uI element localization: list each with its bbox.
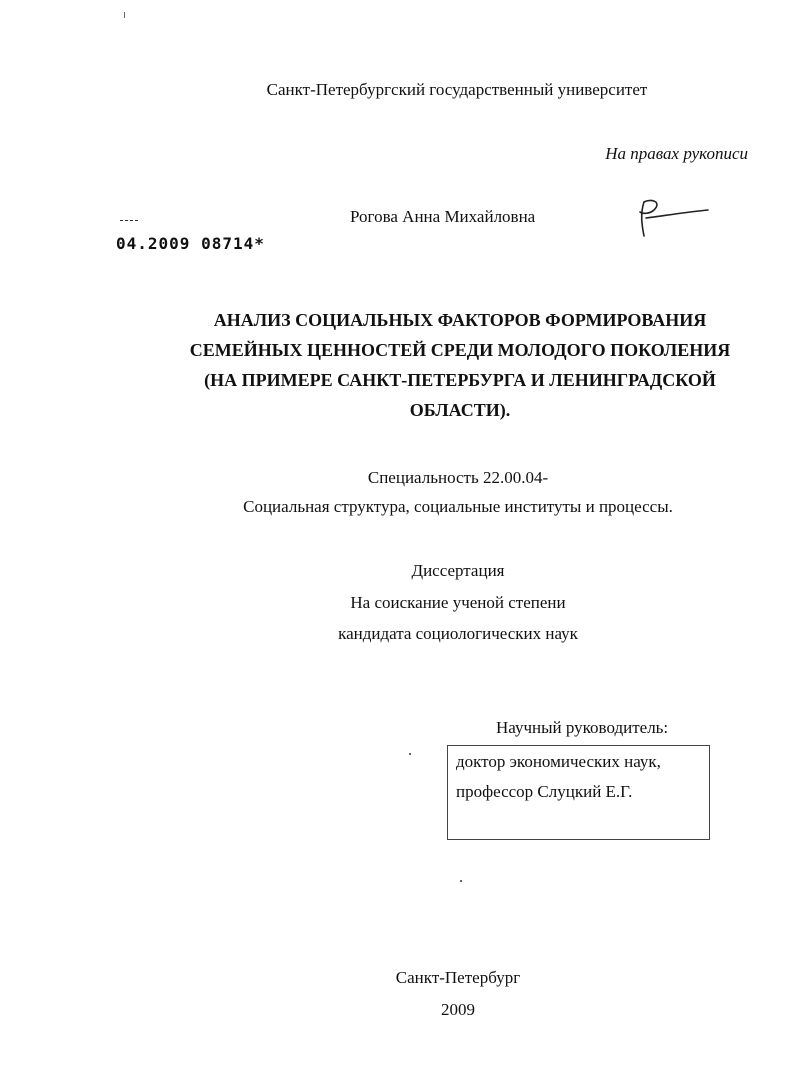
author-name: Рогова Анна Михайловна (350, 207, 536, 226)
stamp-number: 04.2009 08714 (116, 234, 255, 253)
title-line: ОБЛАСТИ). (409, 400, 511, 420)
university-name: Санкт-Петербургский государственный университет (266, 80, 648, 99)
scan-speck (460, 880, 462, 882)
year: 2009 (441, 1000, 475, 1019)
supervisor-title: доктор экономических наук, (456, 752, 661, 771)
scan-speck (124, 12, 125, 18)
supervisor-box (447, 745, 710, 840)
title-line: (НА ПРИМЕРЕ САНКТ-ПЕТЕРБУРГА И ЛЕНИНГРАДСКОЙ (204, 370, 716, 390)
specialty-code: Специальность 22.00.04- (367, 468, 549, 487)
dissertation-title (160, 305, 760, 425)
specialty-name: Социальная структура, социальные институты и процессы. (243, 497, 673, 516)
scan-speck (409, 753, 411, 755)
dissertation-purpose: На соискание ученой степени (350, 593, 566, 612)
manuscript-note: На правах рукописи (605, 144, 748, 163)
title-line: СЕМЕЙНЫХ ЦЕННОСТЕЙ СРЕДИ МОЛОДОГО ПОКОЛЕНИЯ (189, 340, 731, 360)
stamp-mark (120, 220, 138, 224)
author-signature (632, 196, 712, 242)
registration-stamp (116, 234, 265, 253)
title-line: АНАЛИЗ СОЦИАЛЬНЫХ ФАКТОРОВ ФОРМИРОВАНИЯ (213, 310, 707, 330)
dissertation-type: Диссертация (411, 561, 505, 580)
city: Санкт-Петербург (395, 968, 521, 987)
stamp-star: * (254, 234, 265, 253)
supervisor-heading: Научный руководитель: (496, 718, 669, 737)
supervisor-name: профессор Слуцкий Е.Г. (456, 782, 633, 801)
dissertation-degree: кандидата социологических наук (338, 624, 578, 643)
